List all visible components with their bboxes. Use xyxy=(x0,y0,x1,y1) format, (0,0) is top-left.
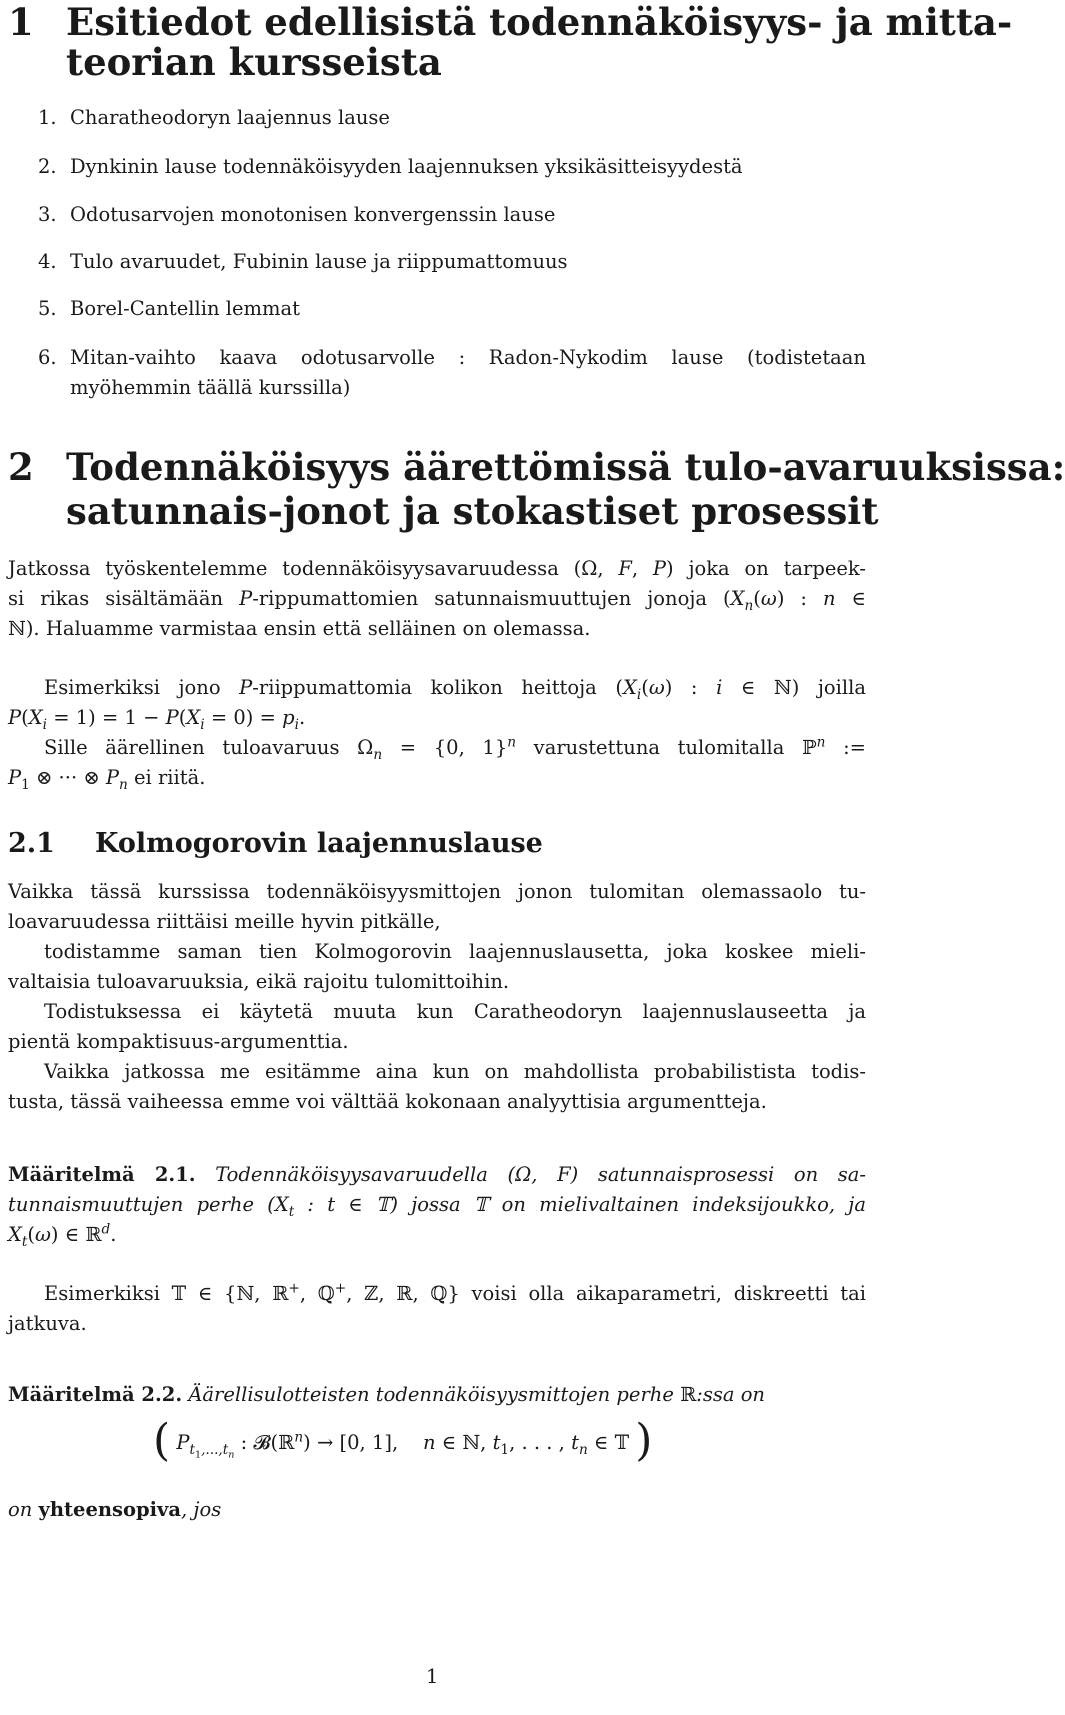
paragraph-line: si rikas sisältämään P-rippumattomien satunnaismuuttujen jonoja ($X_n(\omega)$ : n ∈ xyxy=(8,587,866,614)
definition-2-2-tail: on yhteensopiva, jos xyxy=(8,1498,222,1521)
paragraph-line: Vaikka jatkossa me esitämme aina kun on mahdollista probabilistista todis- xyxy=(44,1060,866,1083)
paragraph-line: $P(X_i = 1) = 1 - P(X_i = 0) = p_i$. xyxy=(8,706,306,733)
section-title-line-1: Todennäköisyys äärettömissä tulo-avaruuksissa: xyxy=(66,445,1065,489)
section-title-line-1: Esitiedot edellisistä todennäköisyys- ja mitta- xyxy=(66,0,1013,44)
definition-2-1-line: tunnaismuuttujen perhe ($X_t$ : t ∈ 𝕋) jossa 𝕋 on mielivaltainen indeksijoukko, ja xyxy=(8,1193,866,1220)
section-2-heading xyxy=(8,445,1065,489)
paragraph-line: Todistuksessa ei käytetä muuta kun Caratheodoryn laajennuslauseetta ja xyxy=(44,1000,866,1023)
list-item: 4. Tulo avaruudet, Fubinin lause ja riippumattomuus xyxy=(38,250,568,273)
paragraph-line: valtaisia tuloavaruuksia, eikä rajoitu tulomittoihin. xyxy=(8,970,510,993)
section-1-heading-cont xyxy=(66,40,442,84)
example-line: jatkuva. xyxy=(8,1312,87,1335)
list-item: 6. Mitan-vaihto kaava odotusarvolle : Radon-Nykodim lause (todistetaan xyxy=(38,346,866,369)
display-formula: ( $P_{t_1,...,t_n}$ : 𝓑(ℝ$^n$) → [0, 1], n ∈ ℕ, $t_1$, . . . , $t_n$ ∈ 𝕋 ) xyxy=(153,1415,653,1466)
list-item: 2. Dynkinin lause todennäköisyyden laajennuksen yksikäsitteisyydestä xyxy=(38,155,743,178)
definition-2-1-line: $X_t(\omega)$ ∈ ℝ$^d$. xyxy=(8,1221,117,1250)
paragraph-line: tusta, tässä vaiheessa emme voi välttää kokonaan analyyttisia argumentteja. xyxy=(8,1090,767,1113)
paragraph-line: Vaikka tässä kurssissa todennäköisyysmittojen jonon tulomitan olemassaolo tu- xyxy=(8,880,866,903)
subsection-title: Kolmogorovin laajennuslause xyxy=(95,828,543,859)
list-item: 3. Odotusarvojen monotonisen konvergenssin lause xyxy=(38,203,556,226)
paragraph-line: todistamme saman tien Kolmogorovin laajennuslausetta, joka koskee mieli- xyxy=(44,940,866,963)
section-number: 1 xyxy=(8,0,34,44)
document-page xyxy=(8,0,1065,1715)
definition-label: Määritelmä 2.1. xyxy=(8,1163,196,1186)
paragraph-line: $P_1$ ⊗ ··· ⊗ $P_n$ ei riitä. xyxy=(8,766,206,793)
example-line: Esimerkiksi 𝕋 ∈ {ℕ, ℝ+, ℚ+, ℤ, ℝ, ℚ} voisi olla aikaparametri, diskreetti tai xyxy=(44,1280,866,1305)
definition-label: Määritelmä 2.2. xyxy=(8,1383,183,1406)
paragraph-line: Esimerkiksi jono P-riippumattomia kolikon heittoja ($X_i(\omega)$ : i ∈ ℕ) joilla xyxy=(44,676,866,703)
subsection-heading xyxy=(8,828,543,859)
list-item-continuation: myöhemmin täällä kurssilla) xyxy=(70,376,351,399)
list-item: 1. Charatheodoryn laajennus lause xyxy=(38,106,390,129)
paragraph-line: ℕ). Haluamme varmistaa ensin että selläinen on olemassa. xyxy=(8,617,591,640)
paragraph-line: loavaruudessa riittäisi meille hyvin pitkälle, xyxy=(8,910,441,933)
list-item: 5. Borel-Cantellin lemmat xyxy=(38,297,300,320)
section-title-line-2: satunnais-jonot ja stokastiset prosessit xyxy=(66,489,879,533)
definition-2-2-line: Määritelmä 2.2. Äärellisulotteisten todennäköisyysmittojen perhe ℝ:ssa on xyxy=(8,1383,765,1406)
section-2-heading-cont xyxy=(66,489,878,533)
page-number: 1 xyxy=(426,1665,439,1688)
paragraph-line: Sille äärellinen tuloavaruus $\Omega_n = \{0$, 1}$^n$ varustettuna tulomitalla ℙ$^n$ := xyxy=(44,734,866,763)
section-title-line-2: teorian kursseista xyxy=(66,40,442,84)
paragraph-line: pientä kompaktisuus-argumenttia. xyxy=(8,1030,349,1053)
section-1-heading xyxy=(8,0,1012,44)
paragraph-line: Jatkossa työskentelemme todennäköisyysavaruudessa (Ω, F, P) joka on tarpeek- xyxy=(8,557,866,580)
section-number: 2 xyxy=(8,445,34,489)
subsection-number: 2.1 xyxy=(8,828,55,859)
definition-2-1-line: Määritelmä 2.1. Todennäköisyysavaruudella (Ω, F) satunnaisprosessi on sa- xyxy=(8,1163,866,1186)
